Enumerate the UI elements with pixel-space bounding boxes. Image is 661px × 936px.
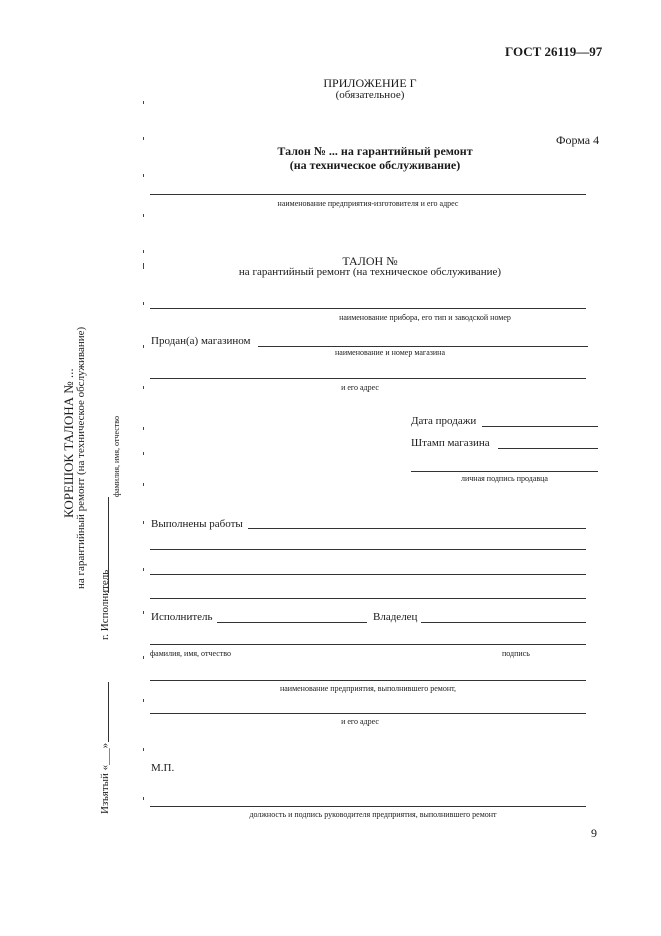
form-title-line1: Талон № ... на гарантийный ремонт (277, 144, 473, 158)
sale-date-label: Дата продажи (411, 415, 477, 427)
device-line (150, 308, 586, 309)
works-label: Выполнены работы (151, 518, 243, 530)
sale-date-line (482, 426, 598, 427)
owner-label: Владелец (373, 611, 418, 623)
works-line-1 (248, 528, 586, 529)
seller-signature-line (411, 471, 598, 472)
store-line (258, 346, 588, 347)
executor-line (217, 622, 367, 623)
coupon-subtitle: на гарантийный ремонт (на техническое обслуживание) (238, 266, 502, 278)
stub-executor-line (108, 497, 109, 593)
manufacturer-line (150, 194, 586, 195)
standard-code: ГОСТ 26119—97 (505, 44, 603, 59)
repair-address-line (150, 713, 586, 714)
store-address-caption: и его адрес (341, 383, 379, 392)
works-line-3 (150, 574, 586, 575)
form-title-line2: (на техническое обслуживание) (289, 158, 461, 172)
stub-subtitle: на гарантийный ремонт (на техническое обслуживание) (75, 326, 87, 589)
stub-withdrawn-label: Изъятый «___» (99, 742, 111, 814)
seller-signature-caption: личная подпись продавца (461, 474, 548, 483)
stub-title: КОРЕШОК ТАЛОНА № ... (61, 368, 76, 518)
stamp-line (498, 448, 598, 449)
sold-label: Продан(а) магазином (151, 335, 251, 347)
works-line-2 (150, 549, 586, 550)
repair-company-line (150, 680, 586, 681)
stub-executor-label: г. Исполнитель (99, 569, 111, 640)
head-signature-line (150, 806, 586, 807)
appendix-note: (обязательное) (335, 89, 405, 101)
page-number: 9 (591, 826, 597, 840)
repair-address-caption: и его адрес (341, 717, 379, 726)
executor-label: Исполнитель (151, 611, 213, 623)
manufacturer-caption: наименование предприятия-изготовителя и его адрес (277, 199, 459, 208)
repair-company-caption: наименование предприятия, выполнившего ремонт, (279, 684, 457, 693)
stub-withdrawn-date-line (108, 682, 109, 742)
owner-line (421, 622, 586, 623)
stub-name-caption: фамилия, имя, отчество (112, 416, 121, 497)
seal-label: М.П. (151, 762, 175, 774)
owner-signature-caption: подпись (502, 649, 530, 658)
form-label: Форма 4 (556, 133, 600, 147)
stamp-label: Штамп магазина (411, 437, 490, 449)
appendix-title: ПРИЛОЖЕНИЕ Г (323, 76, 417, 90)
store-caption: наименование и номер магазина (334, 348, 446, 357)
device-caption: наименование прибора, его тип и заводской номер (339, 313, 511, 322)
executor-name-caption: фамилия, имя, отчество (150, 649, 231, 658)
store-address-line (150, 378, 586, 379)
head-signature-caption: должность и подпись руководителя предприятия, выполнившего ремонт (249, 810, 497, 819)
name-signature-line (150, 644, 586, 645)
coupon-title: ТАЛОН № (342, 254, 398, 268)
works-line-4 (150, 598, 586, 599)
